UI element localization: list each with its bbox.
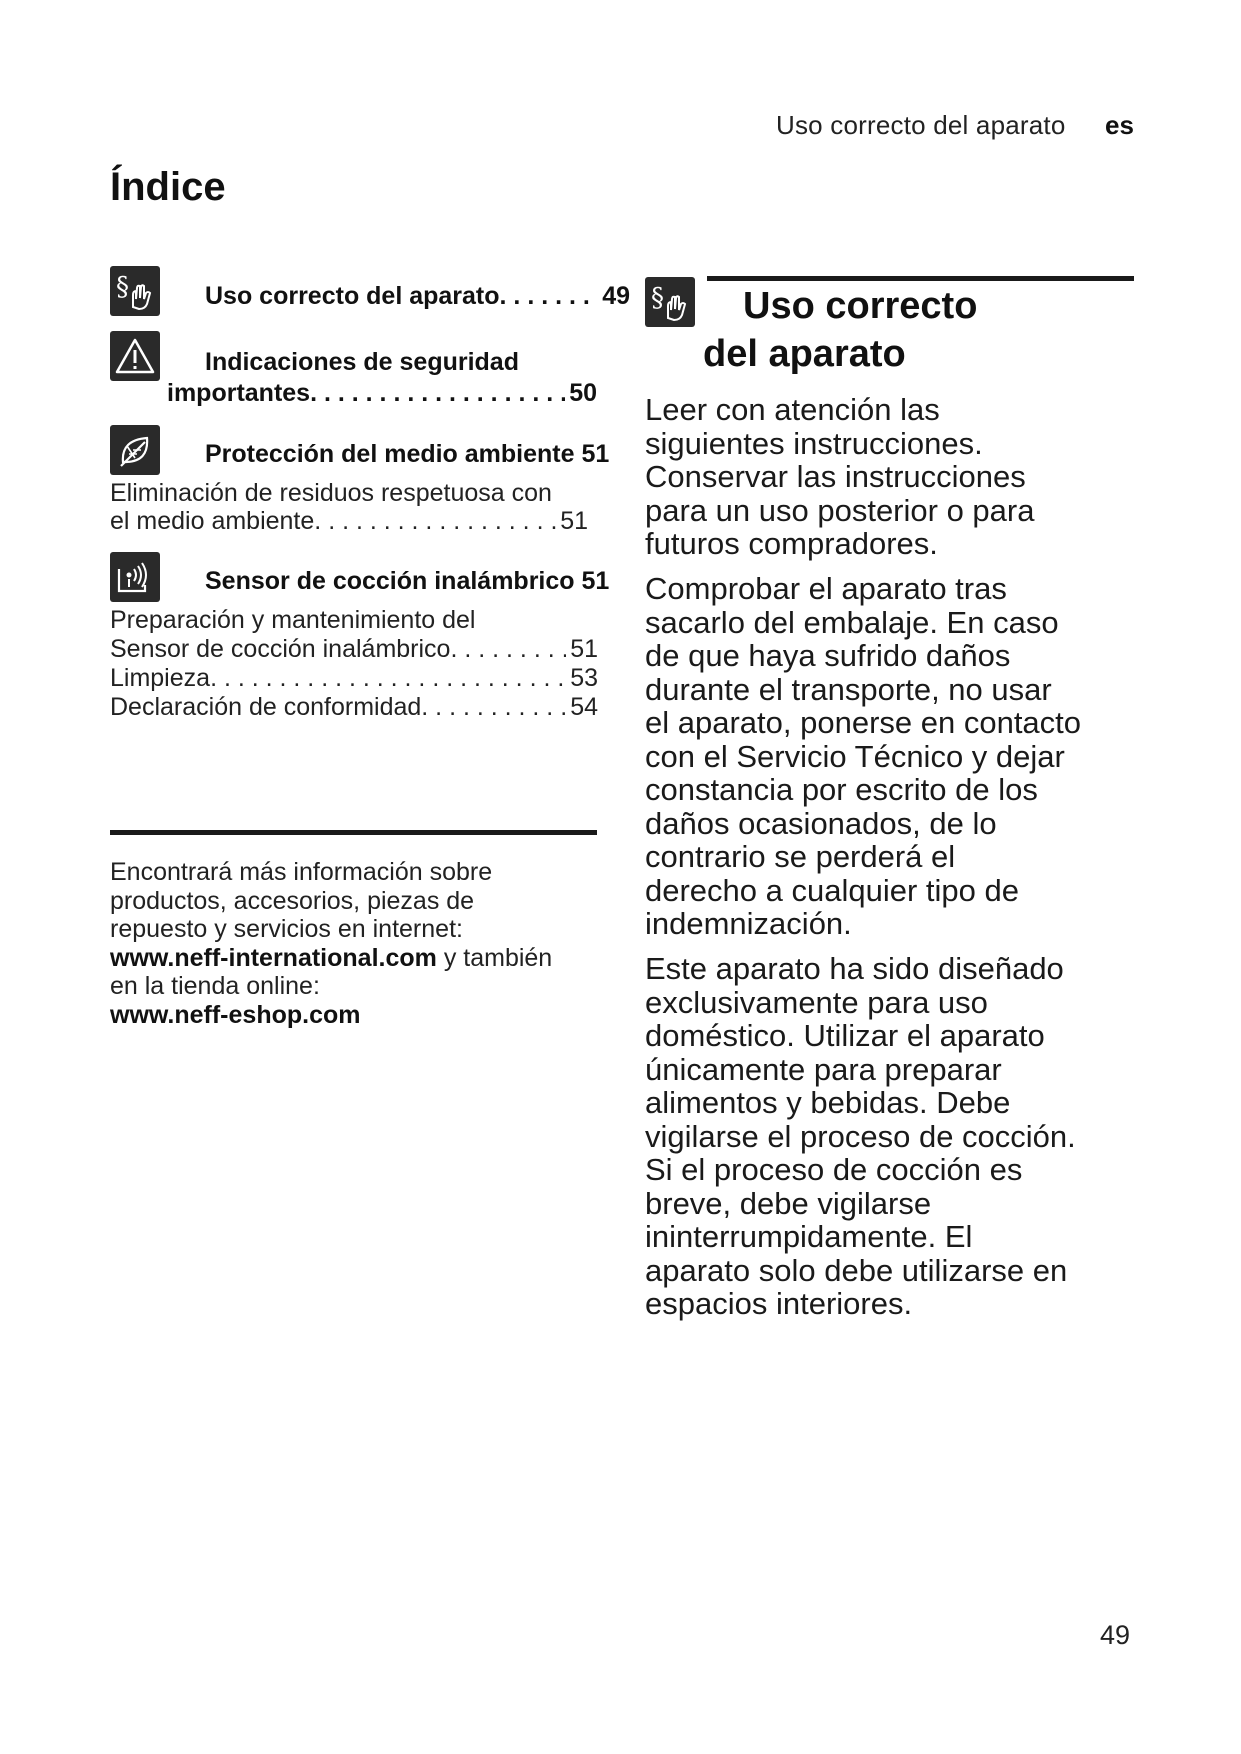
toc-leader-dots [500, 282, 599, 311]
body-line: constancia por escrito de los [645, 772, 1038, 807]
toc-entry-proteccion[interactable] [205, 440, 609, 469]
body-line: Este aparato ha sido diseñado [645, 951, 1064, 986]
toc-entry-label: Uso correcto del aparato [205, 282, 500, 310]
toc-page-number: 51 [581, 567, 610, 595]
body-line: vigilarse el proceso de cocción. [645, 1118, 1076, 1154]
toc-page-number: 54 [570, 693, 598, 721]
body-line: el aparato, ponerse en contacto [645, 705, 1082, 740]
running-header-section: Uso correcto del aparato [776, 110, 1066, 140]
toc-page-number: 51 [560, 507, 588, 535]
body-line: doméstico. Utilizar el aparato [645, 1018, 1045, 1053]
toc-entry-label: el medio ambiente [110, 507, 315, 535]
body-paragraph [645, 393, 1140, 561]
section-title-line: Uso correcto [743, 285, 978, 327]
toc-entry-label: Sensor de cocción inalámbrico [205, 567, 575, 595]
toc-entry-sensor[interactable] [205, 567, 609, 596]
eshop-link[interactable]: www.neff-eshop.com [110, 1000, 361, 1029]
body-line: indemnización. [645, 906, 852, 941]
toc-page-number: 50 [569, 379, 597, 407]
toc-entry-label: Limpieza [110, 664, 211, 692]
toc-entry-label: Protección del medio ambiente [205, 440, 575, 468]
toc-entry-indicaciones[interactable] [167, 379, 597, 408]
toc-page-number: 49 [602, 282, 630, 310]
more-info-line: en la tienda online: [110, 972, 320, 1000]
body-line: derecho a cualquier tipo de [645, 872, 1019, 908]
toc-leader-dots [450, 635, 566, 664]
more-info-line: productos, accesorios, piezas de [110, 886, 475, 915]
toc-subentry-eliminacion-line1[interactable]: Eliminación de residuos respetuosa con [110, 479, 552, 507]
toc-page-number: 53 [570, 664, 598, 692]
warning-triangle-icon [110, 331, 160, 381]
toc-entry-label: Declaración de conformidad [110, 693, 422, 721]
body-line: sacarlo del embalaje. En caso [645, 604, 1059, 640]
toc-leader-dots [314, 507, 556, 536]
body-line: exclusivamente para uso [645, 984, 988, 1020]
paragraph-hand-icon [645, 277, 695, 327]
body-line: alimentos y bebidas. Debe [645, 1085, 1011, 1120]
more-info-line: Encontrará más información sobre [110, 858, 493, 886]
body-line: contrario se perderá el [645, 839, 956, 874]
toc-page-number: 51 [570, 635, 598, 663]
body-line: únicamente para preparar [645, 1051, 1002, 1087]
leaf-icon [110, 425, 160, 475]
svg-text:§: § [651, 283, 664, 313]
toc-leader-dots [210, 664, 566, 693]
body-line: espacios interiores. [645, 1286, 913, 1321]
toc-subentry-preparacion-line1[interactable]: Preparación y mantenimiento del [110, 606, 476, 634]
toc-page-number: 51 [581, 440, 610, 468]
toc-subentry-declaracion[interactable] [110, 693, 598, 722]
section-title-rule [707, 276, 1134, 281]
body-line: futuros compradores. [645, 526, 938, 561]
section-title-line: del aparato [703, 333, 906, 375]
body-line: Conservar las instrucciones [645, 459, 1026, 494]
body-line: con el Servicio Técnico y dejar [645, 738, 1065, 774]
body-line: ininterrumpidamente. El [645, 1219, 973, 1254]
section-divider [110, 830, 597, 835]
body-paragraph [645, 952, 1140, 1321]
body-line: Leer con atención las [645, 392, 940, 427]
toc-entry-uso-correcto[interactable] [205, 282, 630, 311]
page-title: Índice [110, 165, 226, 209]
body-line: daños ocasionados, de lo [645, 805, 997, 841]
body-line: aparato solo debe utilizarse en [645, 1252, 1068, 1288]
page-number: 49 [1100, 1620, 1131, 1650]
paragraph-hand-icon [110, 266, 160, 316]
website-link[interactable]: www.neff-international.com [110, 943, 437, 972]
toc-entry-indicaciones-label-line1[interactable]: Indicaciones de seguridad [205, 348, 519, 376]
body-line: Comprobar el aparato tras [645, 571, 1007, 606]
svg-text:§: § [116, 272, 129, 302]
more-info-line [110, 1001, 610, 1030]
toc-subentry-eliminacion[interactable] [110, 507, 588, 536]
more-info-line: repuesto y servicios en internet: [110, 915, 463, 943]
toc-subentry-preparacion[interactable] [110, 635, 598, 664]
body-line: para un uso posterior o para [645, 492, 1035, 528]
body-line: breve, debe vigilarse [645, 1185, 932, 1221]
more-info-note [110, 858, 610, 1029]
wireless-sensor-icon [110, 552, 160, 602]
section-title [703, 282, 977, 378]
toc-entry-label: Sensor de cocción inalámbrico [110, 635, 451, 663]
body-paragraph [645, 572, 1140, 941]
body-line: siguientes instrucciones. [645, 425, 983, 461]
body-line: de que haya sufrido daños [645, 638, 1011, 673]
more-info-text: y también [436, 943, 553, 972]
toc-subentry-limpieza[interactable] [110, 664, 598, 693]
toc-leader-dots [421, 693, 566, 722]
body-line: durante el transporte, no usar [645, 671, 1052, 707]
toc-entry-label: importantes [167, 379, 311, 407]
toc-leader-dots [310, 379, 565, 408]
more-info-line [110, 944, 610, 973]
body-line: Si el proceso de cocción es [645, 1152, 1023, 1187]
running-header-language: es [1105, 110, 1134, 140]
